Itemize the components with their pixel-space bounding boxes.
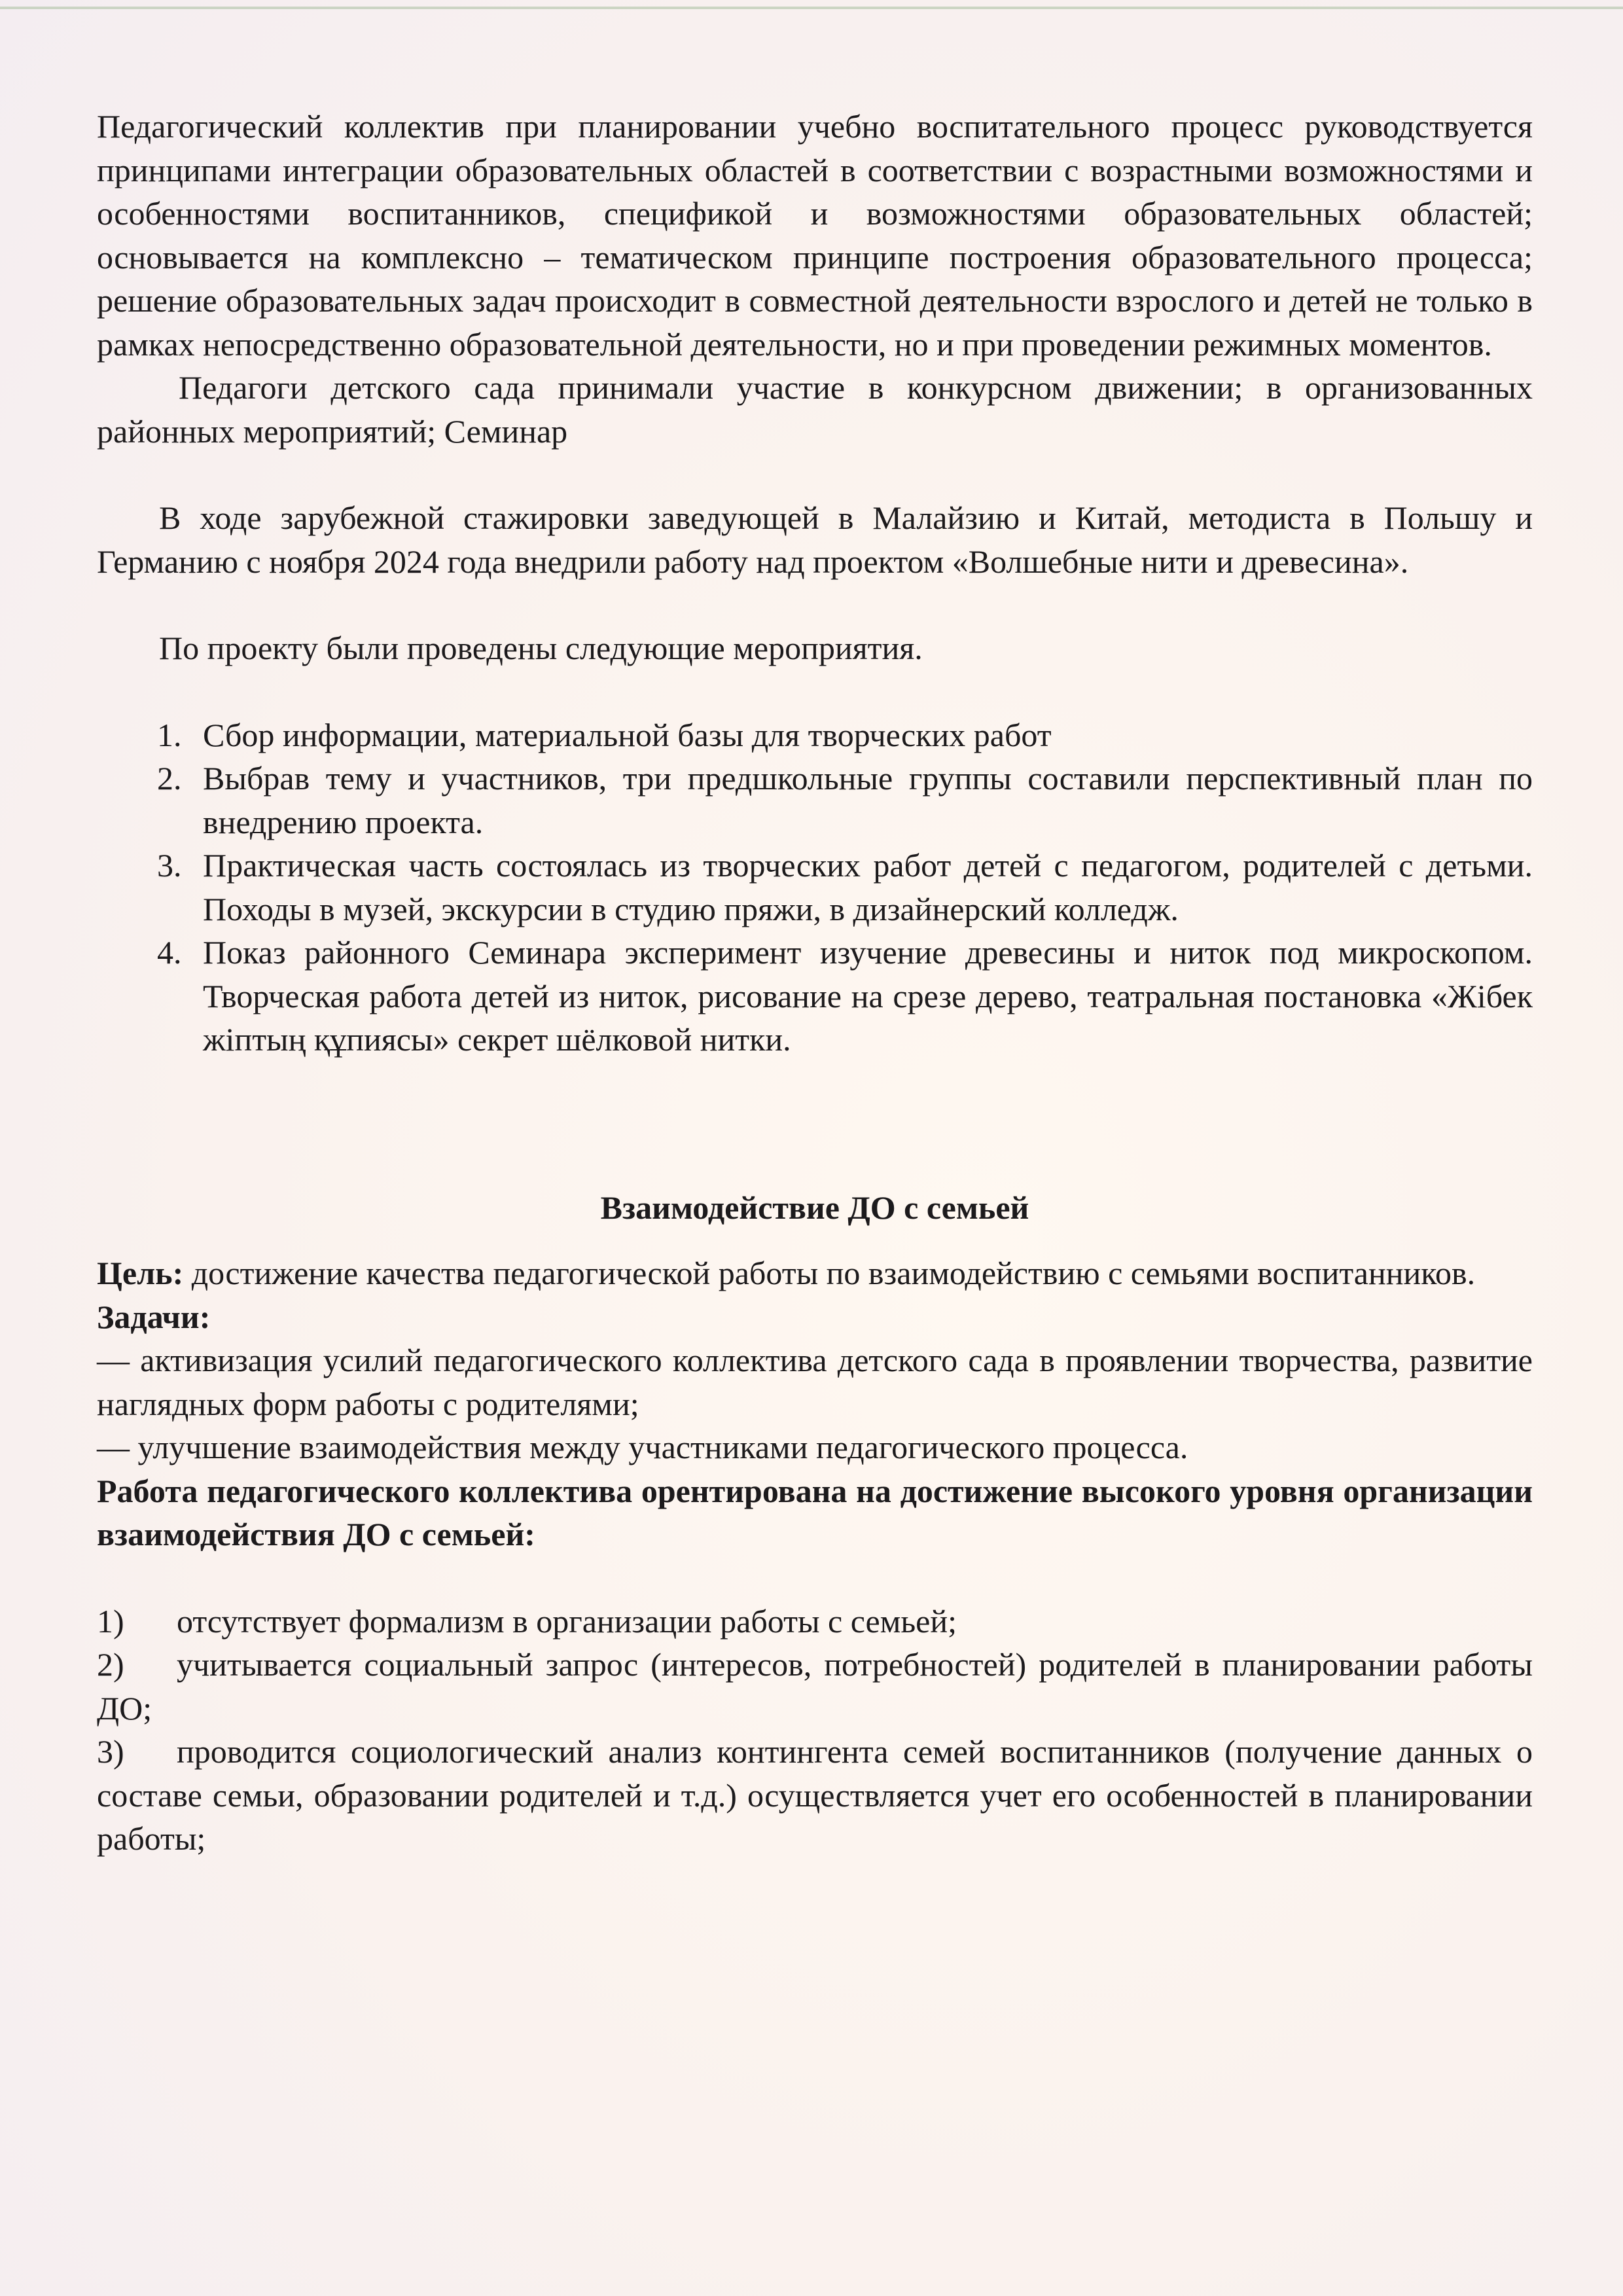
- list-item: 4. Показ районного Семинара эксперимент изучение древесины и ниток под микроскопом. Творческая работа детей из ниток, рисование на срезе дерево, театральная постановка «Жібек жіптың құпиясы» секрет шёлковой нитки.: [157, 934, 1533, 1058]
- goal-label: Цель:: [97, 1255, 184, 1291]
- project-steps-list: [97, 713, 1533, 1062]
- family-work-list: [97, 1600, 1533, 1861]
- intro-paragraph-4: По проекту были проведены следующие мероприятия.: [159, 630, 923, 666]
- tasks-label: Задачи:: [97, 1298, 211, 1335]
- goal-text: достижение качества педагогической работы по взаимодействию с семьями воспитанников.: [191, 1255, 1476, 1291]
- list-item: 1. Сбор информации, материальной базы для творческих работ: [157, 716, 1052, 753]
- list-item: 3. Практическая часть состоялась из творческих работ детей с педагогом, родителей с детьми. Походы в музей, экскурсии в студию пряжи, в дизайнерский колледж.: [157, 847, 1533, 927]
- document-body: [97, 105, 1533, 1861]
- list-item: 2. Выбрав тему и участников, три предшкольные группы составили перспективный план по внедрению проекта.: [157, 760, 1533, 840]
- task-item: — улучшение взаимодействия между участниками педагогического процесса.: [97, 1429, 1188, 1465]
- scan-edge-line: [0, 7, 1623, 9]
- goal-paragraph: [97, 1251, 1533, 1295]
- intro-paragraph-3: В ходе зарубежной стажировки заведующей в Малайзию и Китай, методиста в Польшу и Германию с ноября 2024 года внедрили работу над проектом «Волшебные нити и древесина».: [97, 499, 1533, 580]
- list-item: 2) учитывается социальный запрос (интересов, потребностей) родителей в планировании работы ДО;: [97, 1646, 1533, 1727]
- work-heading: Работа педагогического коллектива орентирована на достижение высокого уровня организации взаимодействия ДО с семьей:: [97, 1472, 1533, 1552]
- list-item: 3) проводится социологический анализ контингента семей воспитанников (получение данных о составе семьи, образовании родителей и т.д.) осуществляется учет его особенностей в планировании работы;: [97, 1733, 1533, 1857]
- intro-paragraph-1: Педагогический коллектив при планировании учебно воспитательного процесс руководствуется принципами интеграции образовательных областей в соответствии с возрастными возможностями и особенностями воспитанников, спецификой и возможностями образовательных областей; основывается на комплексно – тематическом принципе построения образовательного процесса; решение образовательных задач происходит в совместной деятельности взрослого и детей не только в рамках непосредственно образовательной деятельности, но и при проведении режимных моментов.: [97, 108, 1533, 363]
- task-item: — активизация усилий педагогического коллектива детского сада в проявлении творчества, развитие наглядных форм работы с родителями;: [97, 1342, 1533, 1422]
- list-item: 1) отсутствует формализм в организации работы с семьей;: [97, 1602, 957, 1640]
- section-heading: Взаимодействие ДО с семьей: [600, 1189, 1029, 1226]
- intro-paragraph-2: Педагоги детского сада принимали участие в конкурсном движении; в организованных районных мероприятий; Семинар: [97, 369, 1533, 450]
